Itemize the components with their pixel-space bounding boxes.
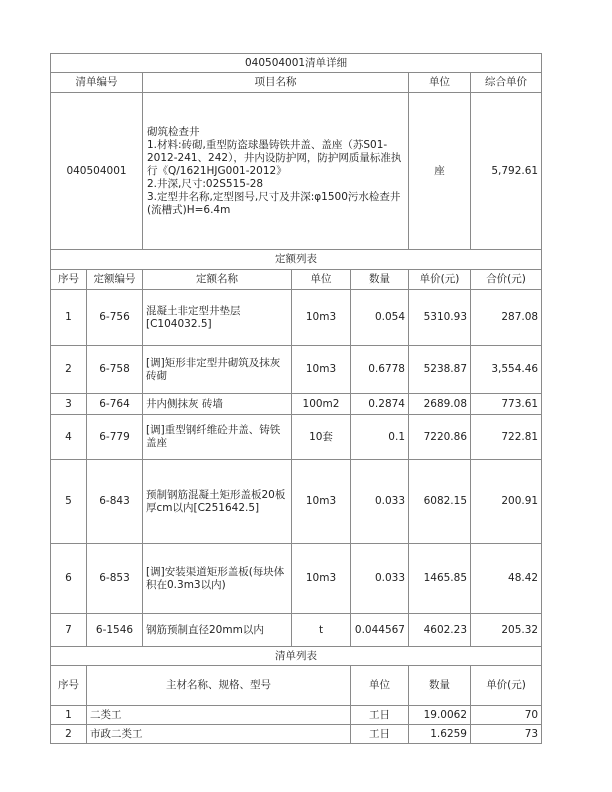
row-qty: 0.033: [351, 460, 409, 544]
table-row: [51, 614, 542, 647]
row-name: 市政二类工: [87, 725, 351, 744]
col-header: 定额名称: [143, 270, 292, 290]
row-code: 6-756: [87, 290, 143, 346]
row-no: 4: [51, 415, 87, 460]
item-code: 040504001: [51, 93, 143, 250]
row-code: 6-1546: [87, 614, 143, 647]
row-no: 2: [51, 346, 87, 394]
materials-header-row: [51, 666, 542, 706]
row-qty: 0.6778: [351, 346, 409, 394]
row-no: 7: [51, 614, 87, 647]
desc-line: 砌筑检查井: [147, 125, 200, 138]
row-no: 1: [51, 706, 87, 725]
table-row: [51, 394, 542, 415]
row-qty: 0.033: [351, 544, 409, 614]
row-qty: 0.1: [351, 415, 409, 460]
col-header: 序号: [51, 666, 87, 706]
bill-detail-table: [50, 53, 542, 744]
desc-line: 2.井深,尺寸:02S515-28: [147, 177, 264, 190]
row-price: 73: [471, 725, 542, 744]
row-unit: 10m3: [292, 346, 351, 394]
row-qty: 0.054: [351, 290, 409, 346]
row-price: 7220.86: [409, 415, 471, 460]
desc-line: 3.定型井名称,定型图号,尺寸及井深:φ1500污水检查井(流槽式)H=6.4m: [147, 190, 401, 216]
row-price: 5238.87: [409, 346, 471, 394]
row-unit: 10套: [292, 415, 351, 460]
row-total: 205.32: [471, 614, 542, 647]
table-row: [51, 706, 542, 725]
item-row: [51, 93, 542, 250]
row-name: [调]重型钢纤维砼井盖、铸铁盖座: [143, 415, 292, 460]
row-code: 6-779: [87, 415, 143, 460]
desc-line: 1.材料:砖砌,重型防盗球墨铸铁井盖、盖座（苏S01-2012-241、242），井内设防护网，防护网质量标准执行《Q/1621HJG001-2012》: [147, 138, 402, 177]
item-price: 5,792.61: [471, 93, 542, 250]
row-unit: t: [292, 614, 351, 647]
quota-section-row: [51, 250, 542, 270]
row-unit: 工日: [351, 706, 409, 725]
row-price: 5310.93: [409, 290, 471, 346]
row-total: 3,554.46: [471, 346, 542, 394]
row-total: 200.91: [471, 460, 542, 544]
table-row: [51, 415, 542, 460]
row-code: 6-843: [87, 460, 143, 544]
row-no: 3: [51, 394, 87, 415]
row-unit: 10m3: [292, 460, 351, 544]
row-total: 48.42: [471, 544, 542, 614]
price-header: 综合单价: [471, 73, 542, 93]
row-name: 混凝土非定型井垫层[C104032.5]: [143, 290, 292, 346]
row-unit: 10m3: [292, 544, 351, 614]
col-header: 单价(元): [409, 270, 471, 290]
row-name: 预制钢筋混凝土矩形盖板20板厚cm以内[C251642.5]: [143, 460, 292, 544]
row-no: 1: [51, 290, 87, 346]
row-price: 4602.23: [409, 614, 471, 647]
row-price: 2689.08: [409, 394, 471, 415]
row-qty: 0.044567: [351, 614, 409, 647]
item-unit: 座: [409, 93, 471, 250]
row-code: 6-764: [87, 394, 143, 415]
row-total: 773.61: [471, 394, 542, 415]
row-price: 6082.15: [409, 460, 471, 544]
row-unit: 100m2: [292, 394, 351, 415]
row-name: [调]矩形非定型井砌筑及抹灰 砖砌: [143, 346, 292, 394]
row-no: 2: [51, 725, 87, 744]
row-unit: 10m3: [292, 290, 351, 346]
title-row: [51, 54, 542, 73]
item-description: [143, 93, 409, 250]
col-header: 数量: [351, 270, 409, 290]
col-header: 单位: [351, 666, 409, 706]
quota-section-title: 定额列表: [51, 250, 542, 270]
code-header: 清单编号: [51, 73, 143, 93]
table-row: [51, 460, 542, 544]
col-header: 定额编号: [87, 270, 143, 290]
row-no: 6: [51, 544, 87, 614]
header-row: [51, 73, 542, 93]
unit-header: 单位: [409, 73, 471, 93]
row-qty: 0.2874: [351, 394, 409, 415]
materials-section-row: [51, 647, 542, 666]
quota-header-row: [51, 270, 542, 290]
row-total: 722.81: [471, 415, 542, 460]
col-header: 单位: [292, 270, 351, 290]
row-code: 6-758: [87, 346, 143, 394]
row-total: 287.08: [471, 290, 542, 346]
col-header: 序号: [51, 270, 87, 290]
row-no: 5: [51, 460, 87, 544]
row-unit: 工日: [351, 725, 409, 744]
row-code: 6-853: [87, 544, 143, 614]
col-header: 主材名称、规格、型号: [87, 666, 351, 706]
row-price: 1465.85: [409, 544, 471, 614]
row-name: 二类工: [87, 706, 351, 725]
col-header: 数量: [409, 666, 471, 706]
table-title: 040504001清单详细: [51, 54, 542, 73]
row-name: 钢筋预制直径20mm以内: [143, 614, 292, 647]
table-row: [51, 290, 542, 346]
col-header: 单价(元): [471, 666, 542, 706]
materials-section-title: 清单列表: [51, 647, 542, 666]
row-name: 井内侧抹灰 砖墙: [143, 394, 292, 415]
name-header: 项目名称: [143, 73, 409, 93]
row-qty: 19.0062: [409, 706, 471, 725]
col-header: 合价(元): [471, 270, 542, 290]
row-price: 70: [471, 706, 542, 725]
table-row: [51, 544, 542, 614]
row-qty: 1.6259: [409, 725, 471, 744]
row-name: [调]安装渠道矩形盖板(每块体积在0.3m3以内): [143, 544, 292, 614]
table-row: [51, 346, 542, 394]
table-row: [51, 725, 542, 744]
